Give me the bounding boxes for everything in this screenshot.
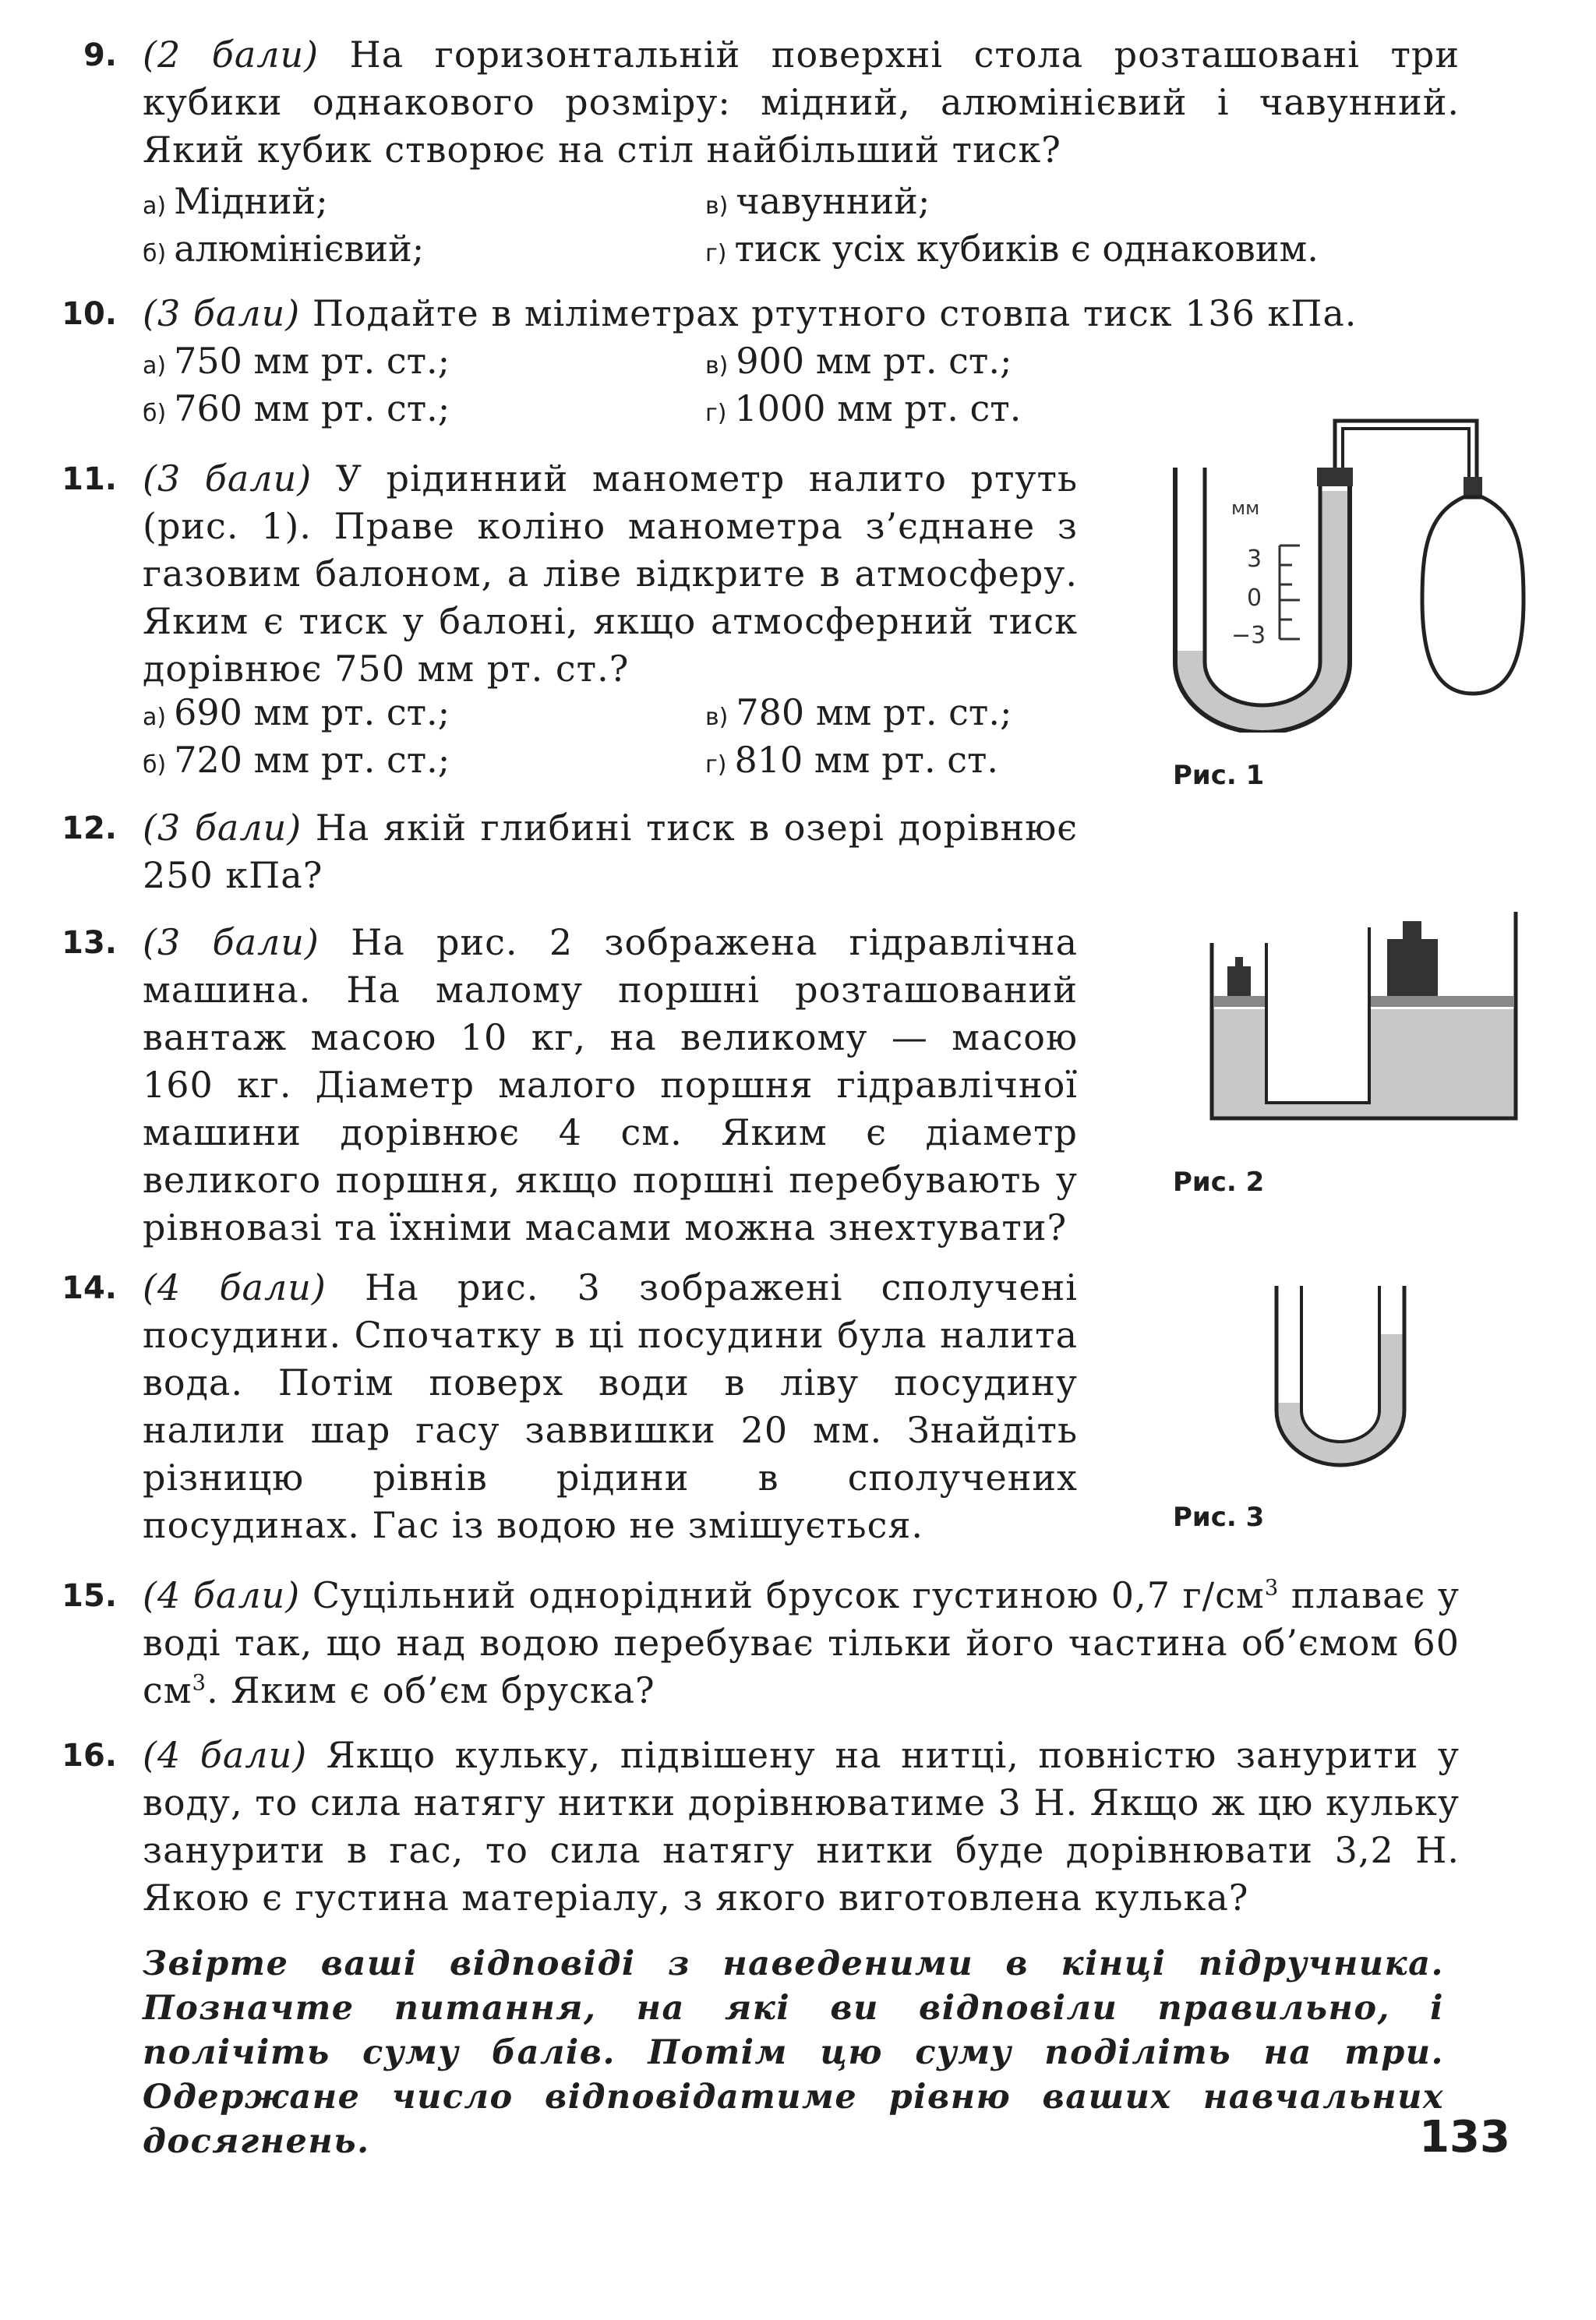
option-text: 750 мм рт. ст.; [174, 340, 450, 382]
option-text: 810 мм рт. ст. [734, 739, 999, 781]
option-d [705, 385, 1021, 437]
question-text [143, 290, 1483, 337]
small-weight [1227, 966, 1251, 996]
question-body: Якщо кульку, підвішену на нитці, повністю занурити у воду, то сила натягу нитки дорівнюватиме 3 Н. Якщо ж цю кульку занурити в гас, то сила натягу нитки буде дорівнювати 3,2 Н. Якою є густина матеріалу, з якого виготовлена кулька? [143, 1734, 1460, 1919]
question-text [143, 804, 1078, 899]
small-piston [1213, 996, 1265, 1007]
option-d [705, 225, 1319, 277]
option-c [705, 337, 1012, 390]
option-text: Мідний; [174, 180, 328, 222]
balloon-neck [1464, 477, 1482, 497]
question-points: (2 бали) [143, 34, 320, 76]
option-d [705, 736, 998, 789]
question-points: (4 бали) [143, 1734, 308, 1776]
option-letter: а) [143, 192, 167, 220]
option-text: тиск усіх кубиків є однаковим. [734, 228, 1319, 270]
option-letter: г) [705, 400, 727, 427]
option-letter: а) [143, 704, 167, 731]
option-text: 780 мм рт. ст.; [736, 691, 1012, 733]
option-text: 720 мм рт. ст.; [174, 739, 450, 781]
question-text [143, 1732, 1460, 1922]
scale-ticks [1280, 546, 1300, 639]
question-number: 14. [62, 1270, 117, 1306]
question-text [143, 31, 1460, 174]
question-body: . Яким є об’єм бруска? [207, 1669, 655, 1711]
option-a [143, 337, 450, 390]
option-letter: в) [705, 352, 729, 380]
manometer-figure [1153, 405, 1559, 733]
option-text: 690 мм рт. ст.; [174, 691, 450, 733]
question-points: (3 бали) [143, 457, 312, 500]
superscript: 3 [1264, 1574, 1280, 1601]
stopper [1317, 468, 1353, 486]
figure-caption: Рис. 2 [1173, 1167, 1265, 1198]
scale-tick-label: 3 [1247, 546, 1262, 573]
question-points: (3 бали) [143, 921, 320, 963]
option-a [143, 178, 328, 230]
question-body: У рідинний манометр налито ртуть (рис. 1). Праве коліно манометра з’єднане з газовим балоном, а ліве відкрите в атмосферу. Яким є тиск у балоні, якщо атмосферний тиск дорівнює 750 мм рт. ст.? [143, 457, 1078, 690]
question-body: На якій глибині тиск в озері дорівнює 250 кПа? [143, 807, 1079, 896]
question-number: 11. [62, 461, 117, 497]
question-points: (4 бали) [143, 1574, 301, 1616]
page-number: 133 [1419, 2112, 1510, 2163]
question-points: (3 бали) [143, 807, 302, 849]
figure-caption: Рис. 3 [1173, 1502, 1265, 1533]
mercury-fill [1175, 491, 1350, 733]
question-text [143, 1264, 1078, 1549]
question-number: 15. [62, 1578, 117, 1614]
final-instruction: Звірте ваші відповіді з наведеними в кінці підручника. Позначте питання, на які ви відповіли правильно, і полічіть суму балів. Потім цю суму поділіть на три. Одержане число відповідатиме рівню ваших навчальних досягнень. [143, 1944, 1444, 2161]
option-text: чавунний; [736, 180, 930, 222]
question-points: (4 бали) [143, 1266, 327, 1308]
large-piston [1371, 996, 1514, 1007]
question-text [143, 1572, 1460, 1714]
scale-tick-label: 0 [1247, 584, 1262, 612]
option-letter: а) [143, 352, 167, 380]
option-b [143, 225, 424, 277]
option-letter: г) [705, 751, 727, 779]
question-number: 9. [83, 37, 117, 73]
gas-balloon [1422, 497, 1524, 694]
communicating-vessels-figure [1270, 1278, 1411, 1481]
question-number: 10. [62, 296, 117, 332]
question-body: плаває у воді так, що над водою перебуває тільки його частина об’ємом 60 см [143, 1574, 1460, 1711]
question-number: 13. [62, 925, 117, 961]
option-text: 760 мм рт. ст.; [174, 387, 450, 429]
option-b [143, 736, 450, 789]
option-text: 1000 мм рт. ст. [734, 387, 1022, 429]
option-c [705, 689, 1012, 741]
tube-inner [1301, 1286, 1379, 1442]
option-letter: б) [143, 751, 167, 779]
option-letter: г) [705, 240, 727, 267]
option-text: 900 мм рт. ст.; [736, 340, 1012, 382]
question-body: На рис. 2 зображена гідравлічна машина. На малому поршні розташований вантаж масою 10 кг, на великому — масою 160 кг. Діаметр малого поршня гідравлічної машини дорівнює 4 см. Яким є діаметр великого поршня, якщо поршні перебувають у рівновазі та їхніми масами можна знехтувати? [143, 921, 1079, 1248]
option-letter: б) [143, 400, 167, 427]
question-number: 16. [62, 1738, 117, 1774]
option-letter: б) [143, 240, 167, 267]
figure-caption: Рис. 1 [1173, 760, 1265, 791]
question-text [143, 455, 1078, 693]
option-b [143, 385, 450, 437]
scale-tick-label: −3 [1231, 622, 1266, 649]
option-letter: в) [705, 192, 729, 220]
tube-inner [1205, 468, 1320, 705]
question-body: Суцільний однорідний брусок густиною 0,7 г/см [312, 1574, 1265, 1616]
option-letter: в) [705, 704, 729, 731]
superscript: 3 [192, 1669, 207, 1696]
hydraulic-machine-figure [1204, 896, 1531, 1138]
large-weight [1387, 939, 1438, 996]
liquid-fill [1276, 1334, 1404, 1465]
question-number: 12. [62, 810, 117, 846]
question-points: (3 бали) [143, 292, 301, 334]
option-text: алюмінієвий; [174, 228, 425, 270]
question-body: На горизонтальній поверхні стола розташовані три кубики однакового розміру: мідний, алюмінієвий і чавунний. Який кубик створює на стіл найбільший тиск? [143, 34, 1460, 171]
question-text [143, 919, 1078, 1252]
question-body: На рис. 3 зображені сполучені посудини. Спочатку в ці посудини була налита вода. Потім поверх води в ліву посудину налили шар гасу заввишки 20 мм. Знайдіть різницю рівнів рідини в сполучених посудинах. Гас із водою не змішується. [143, 1266, 1079, 1546]
option-a [143, 689, 450, 741]
question-body: Подайте в міліметрах ртутного стовпа тиск 136 кПа. [312, 292, 1358, 334]
option-c [705, 178, 930, 230]
scale-unit: мм [1231, 497, 1260, 519]
